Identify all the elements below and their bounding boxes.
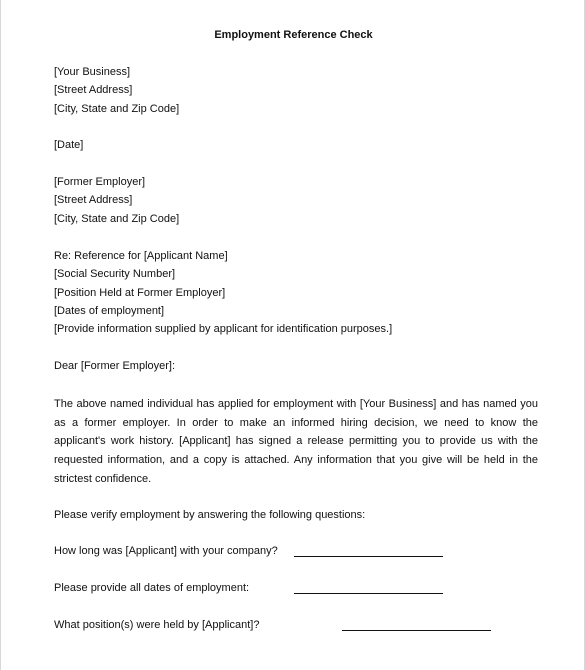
answer-line-dates[interactable]	[294, 593, 443, 594]
salutation: Dear [Former Employer]:	[54, 360, 176, 372]
question-dates-of-employment: Please provide all dates of employment:	[54, 582, 250, 594]
document-title: Employment Reference Check	[214, 29, 373, 41]
question-length-of-employment: How long was [Applicant] with your company?	[54, 545, 278, 557]
reference-block	[54, 247, 392, 338]
reference-ssn: [Social Security Number]	[54, 268, 176, 281]
reference-identification: [Provide information supplied by applicant for identification purposes.]	[54, 323, 393, 336]
date-line	[54, 136, 83, 154]
answer-line-length[interactable]	[294, 556, 443, 557]
question-positions-held: What position(s) were held by [Applicant]?	[54, 619, 260, 631]
business-city: [City, State and Zip Code]	[54, 102, 180, 115]
reference-applicant: Re: Reference for [Applicant Name]	[54, 250, 228, 262]
business-name: [Your Business]	[54, 66, 131, 78]
body-paragraph: The above named individual has applied for employment with [Your Business] and has named you as a former employer. In order to make an informed hiring decision, we need to know the applicant's work history. [Applicant] has signed a release permitting you to provide us with the requested information, and a copy is attached. Any information that you give will be held in the strictest confidence.	[54, 398, 538, 485]
reference-position: [Position Held at Former Employer]	[54, 286, 226, 299]
business-street: [Street Address]	[54, 84, 133, 97]
date-text: [Date]	[54, 139, 84, 151]
employer-name: [Former Employer]	[54, 176, 146, 188]
reference-dates: [Dates of employment]	[54, 304, 165, 317]
employer-city: [City, State and Zip Code]	[54, 212, 180, 225]
employer-address-block	[54, 173, 179, 228]
business-address-block	[54, 63, 179, 118]
employer-street: [Street Address]	[54, 194, 133, 207]
verify-instruction: Please verify employment by answering the following questions:	[54, 509, 366, 521]
salutation-line	[54, 357, 175, 375]
answer-line-positions[interactable]	[342, 630, 491, 631]
